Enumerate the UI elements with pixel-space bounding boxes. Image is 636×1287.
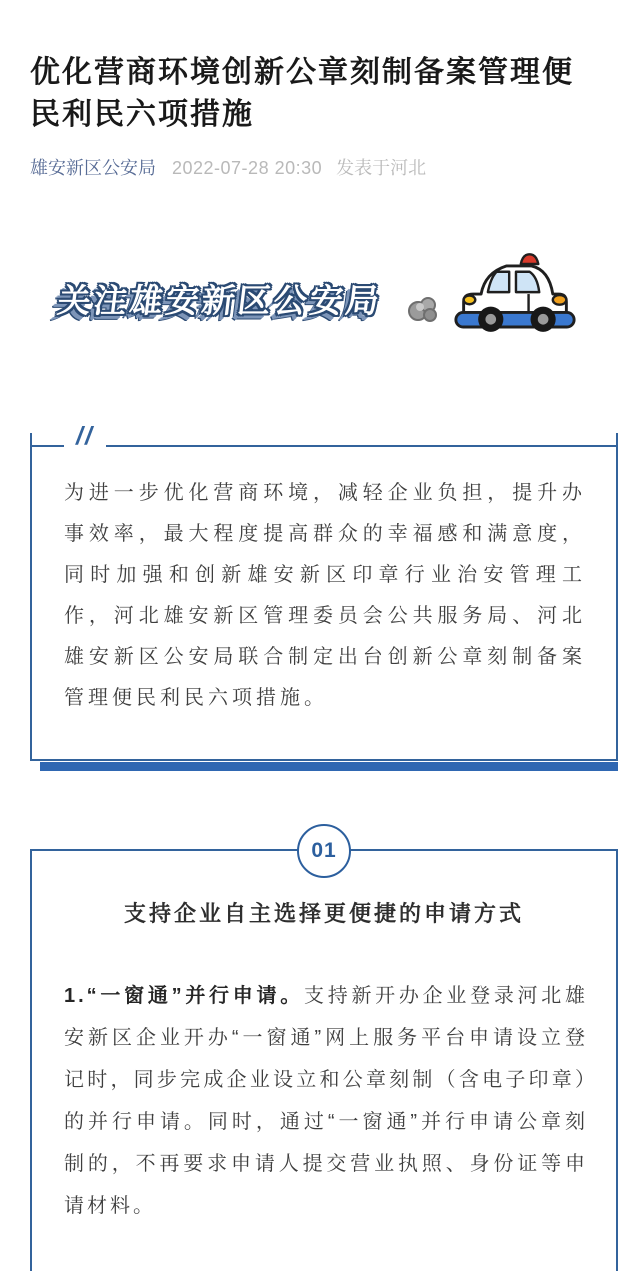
section-01-box bbox=[30, 839, 618, 1271]
article-page bbox=[0, 52, 636, 1287]
banner-image[interactable] bbox=[0, 238, 636, 358]
smoke-puff-icon bbox=[404, 291, 442, 332]
article-title: 优化营商环境创新公章刻制备案管理便民利民六项措施 bbox=[30, 56, 574, 131]
section-body-text: 支持新开办企业登录河北雄安新区企业开办“一窗通”网上服务平台申请设立登记时，同步完成企业设立和公章刻制（含电子印章）的并行申请。同时，通过“一窗通”并行申请公章刻制的，不再要求申请人提交营业执照、身份证等申请材料。 bbox=[64, 985, 589, 1217]
section-paragraph bbox=[32, 975, 616, 1227]
section-number-badge: 01 bbox=[297, 824, 351, 878]
accent-bar bbox=[40, 762, 618, 771]
byline bbox=[30, 156, 606, 180]
intro-quote-box bbox=[30, 422, 618, 761]
author-account-link[interactable]: 雄安新区公安局 bbox=[30, 158, 156, 178]
police-car-icon bbox=[452, 250, 578, 347]
banner-caption: 关注雄安新区公安局 bbox=[55, 281, 385, 319]
publish-timestamp: 2022-07-28 20:30 bbox=[172, 158, 323, 178]
quote-box-top-border bbox=[30, 422, 618, 460]
intro-paragraph: 为进一步优化营商环境，减轻企业负担，提升办事效率，最大程度提高群众的幸福感和满意度，同时加强和创新雄安新区印章行业治安管理工作，河北雄安新区管理委员会公共服务局、河北雄安新区公安局联合制定出台创新公章刻制备案管理便民利民六项措施。 bbox=[64, 482, 586, 709]
section-heading: 支持企业自主选择更便捷的申请方式 bbox=[123, 901, 524, 926]
publish-location: 发表于河北 bbox=[336, 158, 427, 178]
double-slash-mark: // bbox=[76, 422, 94, 450]
section-lead-bold: 1.“一窗通”并行申请。 bbox=[64, 985, 304, 1007]
